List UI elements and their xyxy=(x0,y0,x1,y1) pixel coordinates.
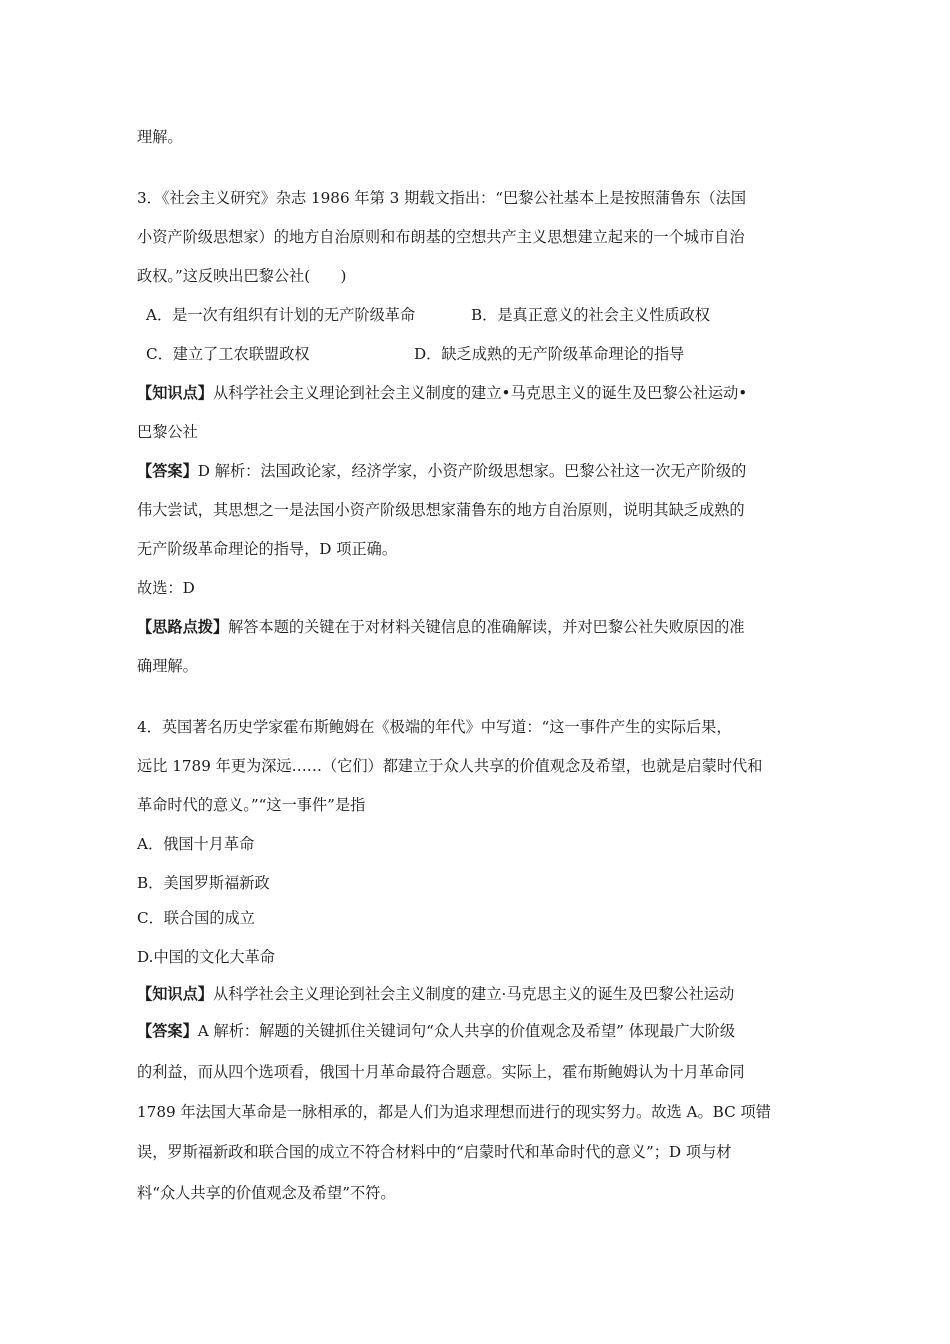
q3-tip-line-2: 确理解。 xyxy=(137,657,198,675)
q4-answer-line-5: 料“众人共享的价值观念及希望”不符。 xyxy=(137,1184,396,1202)
q4-answer-line-3: 1789 年法国大革命是一脉相承的，都是人们为追求理想而进行的现实努力。故选 A。BC 项错 xyxy=(137,1103,771,1121)
q3-stem-line-2: 小资产阶级思想家）的地方自治原则和布朗基的空想共产主义思想建立起来的一个城市自治 xyxy=(137,228,745,246)
q3-option-b: B．是真正意义的社会主义性质政权 xyxy=(471,306,710,324)
q3-option-c: C．建立了工农联盟政权 xyxy=(146,345,310,363)
knowledge-label: 【知识点】 xyxy=(137,985,213,1003)
q3-answer xyxy=(137,461,813,481)
tip-text: 解答本题的关键在于对材料关键信息的准确解读，并对巴黎公社失败原因的准 xyxy=(228,618,745,636)
tip-label: 【思路点拨】 xyxy=(137,618,229,636)
q3-answer-line-2: 伟大尝试，其思想之一是法国小资产阶级思想家蒲鲁东的地方自治原则，说明其缺乏成熟的 xyxy=(137,501,745,519)
q3-final-choice: 故选：D xyxy=(137,579,195,597)
q3-knowledge-point-line-2: 巴黎公社 xyxy=(137,423,198,441)
knowledge-text: 从科学社会主义理论到社会主义制度的建立·马克思主义的诞生及巴黎公社运动 xyxy=(212,985,735,1003)
q4-stem-line-3: 革命时代的意义。”“这一事件”是指 xyxy=(137,796,366,814)
q4-option-d: D.中国的文化大革命 xyxy=(137,948,275,966)
answer-label: 【答案】 xyxy=(137,1022,198,1040)
knowledge-text: 从科学社会主义理论到社会主义制度的建立•马克思主义的诞生及巴黎公社运动• xyxy=(212,384,748,402)
q4-option-b: B．美国罗斯福新政 xyxy=(137,874,270,892)
q4-answer xyxy=(137,1021,813,1041)
q4-answer-line-4: 误，罗斯福新政和联合国的成立不符合材料中的“启蒙时代和革命时代的意义”；D 项与材 xyxy=(137,1143,732,1161)
q3-knowledge-point xyxy=(137,383,813,403)
q3-tip xyxy=(137,617,813,637)
answer-text: A 解析：解题的关键抓住关键词句“众人共享的价值观念及希望” 体现最广大阶级 xyxy=(197,1022,736,1040)
q4-stem-line-2: 远比 1789 年更为深远……（它们）都建立于众人共享的价值观念及希望，也就是启蒙时代和 xyxy=(137,757,763,775)
q3-option-a: A．是一次有组织有计划的无产阶级革命 xyxy=(146,306,416,324)
q3-answer-line-3: 无产阶级革命理论的指导，D 项正确。 xyxy=(137,540,398,558)
knowledge-label: 【知识点】 xyxy=(137,384,213,402)
answer-label: 【答案】 xyxy=(137,462,198,480)
q4-stem-line-1: 4．英国著名历史学家霍布斯鲍姆在《极端的年代》中写道：“这一事件产生的实际后果， xyxy=(137,718,732,736)
answer-text: D 解析：法国政论家，经济学家，小资产阶级思想家。巴黎公社这一次无产阶级的 xyxy=(197,462,747,480)
q4-answer-line-2: 的利益，而从四个选项看，俄国十月革命最符合题意。实际上，霍布斯鲍姆认为十月革命同 xyxy=(137,1063,745,1081)
q4-knowledge-point xyxy=(137,984,813,1004)
q3-option-d: D．缺乏成熟的无产阶级革命理论的指导 xyxy=(414,345,685,363)
q2-explanation-tail: 理解。 xyxy=(137,128,183,146)
q4-option-c: C．联合国的成立 xyxy=(137,909,255,927)
q3-stem-line-3: 政权。”这反映出巴黎公社( ) xyxy=(137,267,347,285)
q3-stem-line-1: 3．《社会主义研究》杂志 1986 年第 3 期载文指出：“巴黎公社基本上是按照蒲鲁东（法国 xyxy=(137,189,747,207)
q4-option-a: A．俄国十月革命 xyxy=(137,835,255,853)
